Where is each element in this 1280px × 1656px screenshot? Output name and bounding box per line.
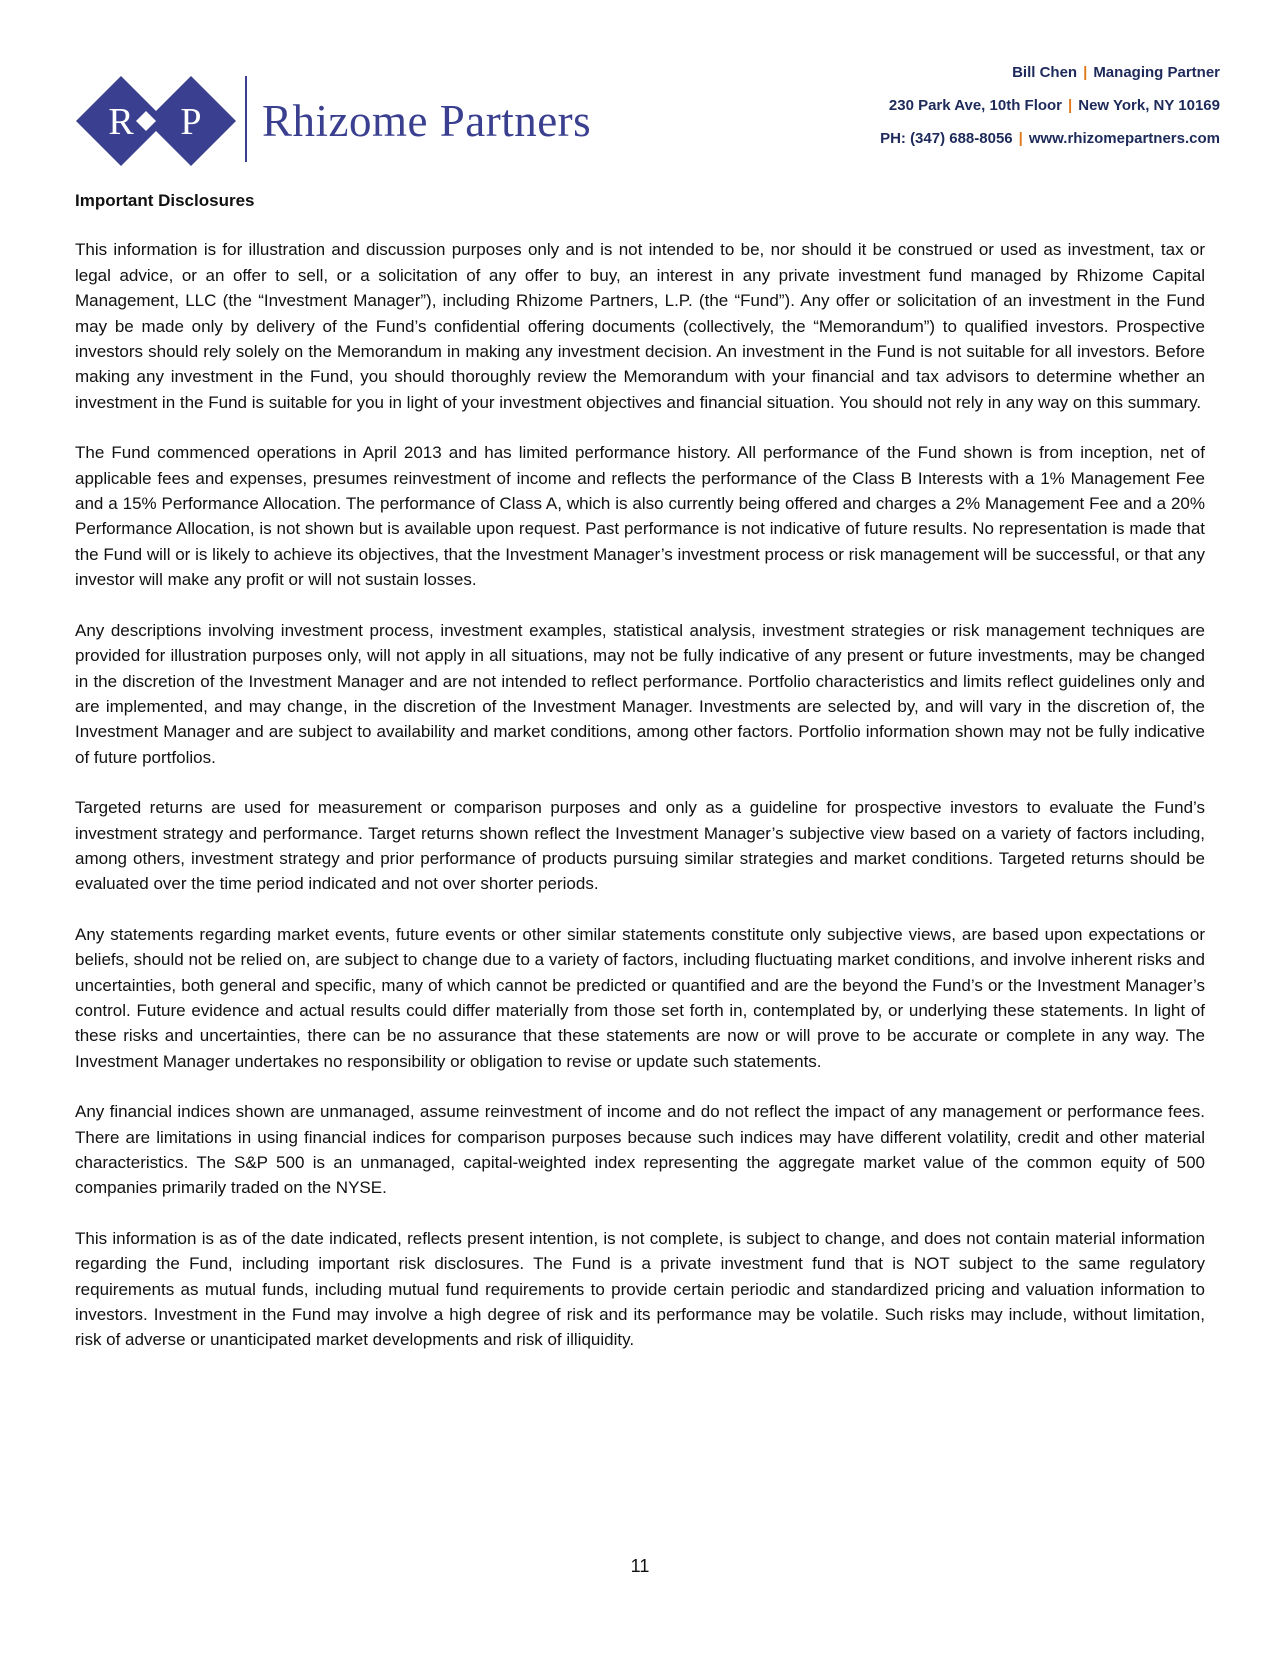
contact-separator: |: [1083, 64, 1088, 81]
page-number: 11: [630, 1556, 650, 1576]
contact-separator: |: [1068, 97, 1073, 114]
logo-divider: [245, 76, 247, 162]
logo-letter-r: R: [108, 101, 134, 143]
contact-title: Managing Partner: [1093, 64, 1220, 81]
rp-logo-icon: [76, 76, 236, 166]
contact-separator: |: [1018, 130, 1023, 147]
logo-letter-p: P: [180, 101, 202, 143]
paragraph: Targeted returns are used for measurement or comparison purposes and only as a guideline for prospective investors to evaluate the Fund’s investment strategy and performance. Target returns shown reflect the Investment Manager’s subjective view based on a variety of factors including, among others, investment strategy and prior performance of products pursuing similar strategies and market conditions. Targeted returns should be evaluated over the time period indicated and not over shorter periods.: [75, 798, 1205, 894]
contact-phone-line: [760, 122, 1220, 155]
paragraph: This information is as of the date indicated, reflects present intention, is not complete, is subject to change, and does not contain material information regarding the Fund, including important risk disclosures. The Fund is a private investment fund that is NOT subject to the same regulatory requirements as mutual funds, including mutual fund requirements to provide certain periodic and standardized pricing and valuation information to investors. Investment in the Fund may involve a high degree of risk and its performance may be volatile. Such risks may include, without limitation, risk of adverse or unanticipated market developments and risk of illiquidity.: [75, 1228, 1205, 1350]
contact-block: [760, 56, 1220, 155]
paragraph: Any financial indices shown are unmanaged, assume reinvestment of income and do not reflect the impact of any management or performance fees. There are limitations in using financial indices for comparison purposes because such indices may have different volatility, credit and other material characteristics. The S&P 500 is an unmanaged, capital-weighted index representing the aggregate market value of the common equity of 500 companies primarily traded on the NYSE.: [75, 1102, 1205, 1198]
disclosures-content: [75, 188, 1205, 1378]
paragraph: The Fund commenced operations in April 2013 and has limited performance history. All performance of the Fund shown is from inception, net of applicable fees and expenses, presumes reinvestment of income and reflects the performance of the Class B Interests with a 1% Management Fee and a 15% Performance Allocation. The performance of Class A, which is also currently being offered and charges a 2% Management Fee and a 20% Performance Allocation, is not shown but is available upon request. Past performance is not indicative of future results. No representation is made that the Fund will or is likely to achieve its objectives, that the Investment Manager’s investment process or risk management will be successful, or that any investor will make any profit or will not sustain losses.: [75, 443, 1205, 590]
contact-name-line: [760, 56, 1220, 89]
contact-address-line: [760, 89, 1220, 122]
paragraph: Any statements regarding market events, future events or other similar statements constitute only subjective views, are based upon expectations or beliefs, should not be relied on, are subject to change due to a variety of factors, including fluctuating market conditions, and involve inherent risks and uncertainties, both general and specific, many of which cannot be predicted or quantified and are the beyond the Fund’s or the Investment Manager’s control. Future evidence and actual results could differ materially from those set forth in, contemplated by, or underlying these statements. In light of these risks and uncertainties, there can be no assurance that these statements are now or will prove to be accurate or complete in any way. The Investment Manager undertakes no responsibility or obligation to revise or update such statements.: [75, 924, 1205, 1071]
contact-website: www.rhizomepartners.com: [1028, 130, 1220, 147]
paragraph: Any descriptions involving investment process, investment examples, statistical analysis, investment strategies or risk management techniques are provided for illustration purposes only, will not apply in all situations, may not be fully indicative of any present or future investments, may be changed in the discretion of the Investment Manager and are not intended to reflect performance. Portfolio characteristics and limits reflect guidelines only and are implemented, and may change, in the discretion of the Investment Manager. Investments are selected by, and will vary in the discretion of, the Investment Manager and are subject to availability and market conditions, among other factors. Portfolio information shown may not be fully indicative of future portfolios.: [75, 620, 1205, 767]
contact-phone: PH: (347) 688-8056: [880, 130, 1013, 147]
contact-city: New York, NY 10169: [1078, 97, 1220, 114]
contact-name: Bill Chen: [1012, 64, 1078, 81]
paragraph: This information is for illustration and discussion purposes only and is not intended to be, nor should it be construed or used as investment, tax or legal advice, or an offer to sell, or a solicitation of any offer to buy, an interest in any private investment fund managed by Rhizome Capital Management, LLC (the “Investment Manager”), including Rhizome Partners, L.P. (the “Fund”). Any offer or solicitation of an investment in the Fund may be made only by delivery of the Fund’s confidential offering documents (collectively, the “Memorandum”) to qualified investors. Prospective investors should rely solely on the Memorandum in making any investment decision. An investment in the Fund is not suitable for all investors. Before making any investment in the Fund, you should thoroughly review the Memorandum with your financial and tax advisors to determine whether an investment in the Fund is suitable for you in light of your investment objectives and financial situation. You should not rely in any way on this summary.: [75, 240, 1205, 412]
logo-wordmark: Rhizome Partners: [262, 96, 592, 146]
section-heading: Important Disclosures: [75, 191, 255, 210]
contact-address: 230 Park Ave, 10th Floor: [888, 97, 1063, 114]
